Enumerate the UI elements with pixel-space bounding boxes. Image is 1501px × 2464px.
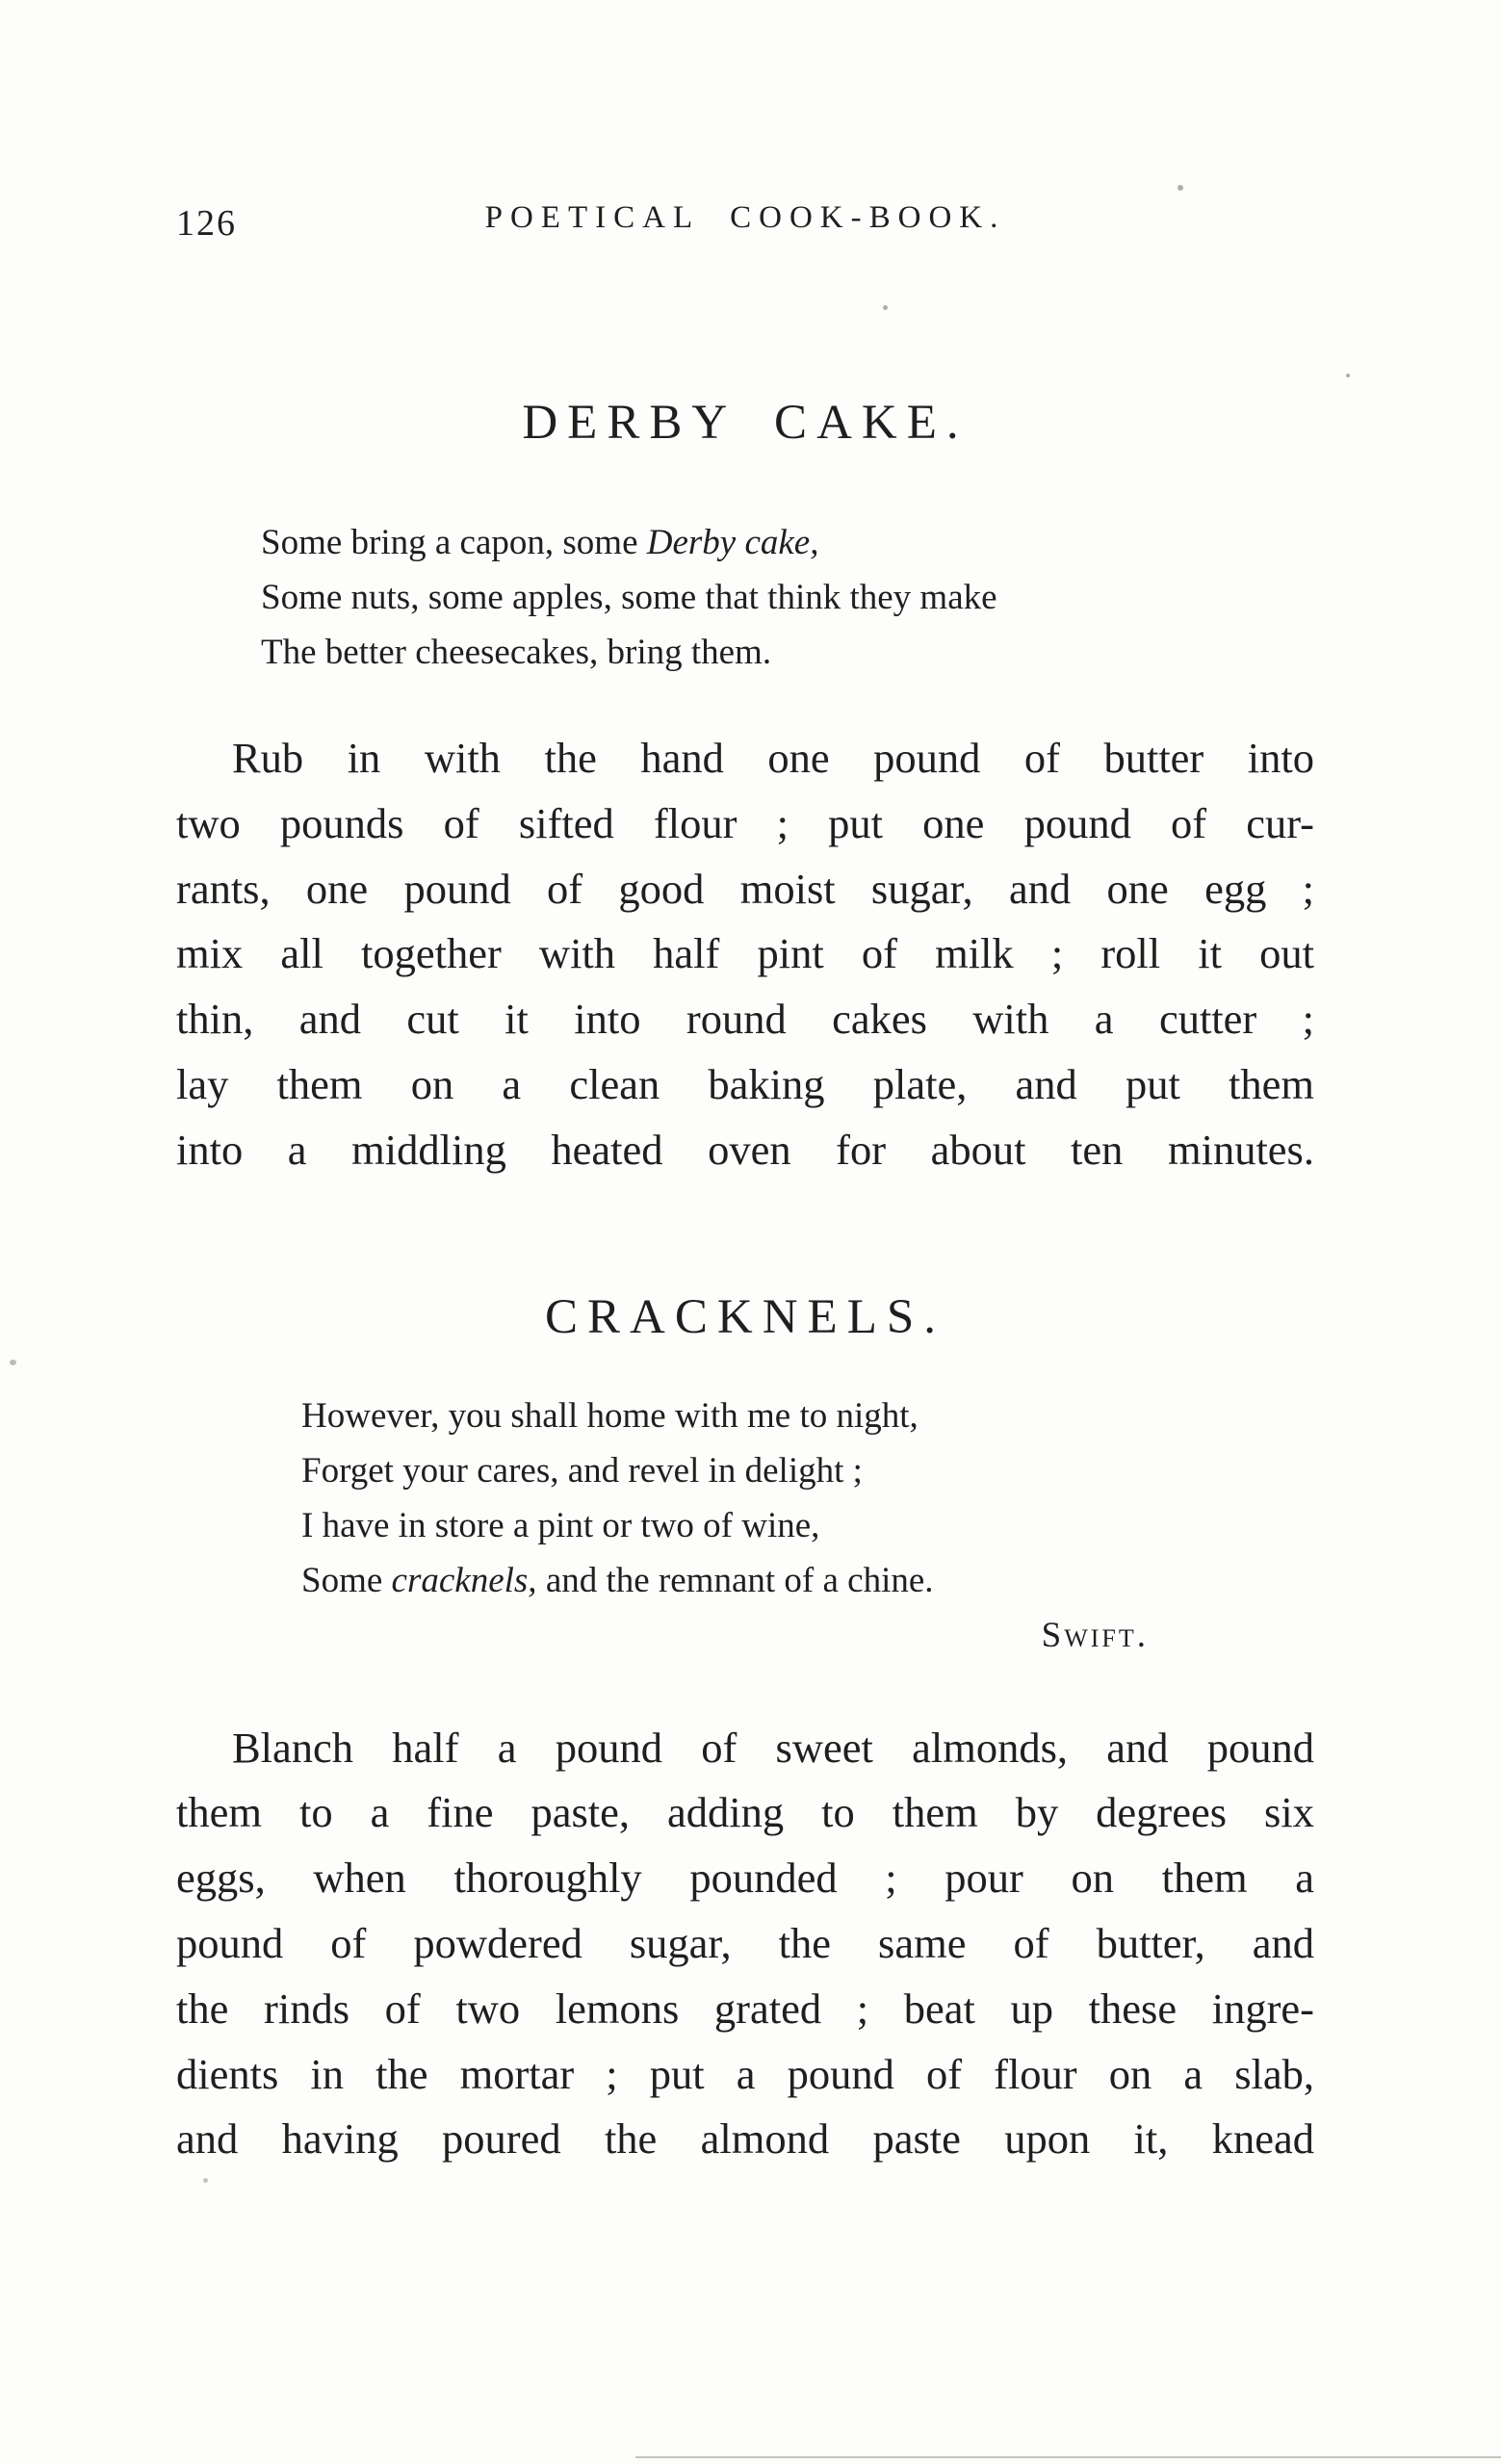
text-line: The better cheesecakes, bring them. xyxy=(261,633,772,672)
running-title: POETICAL COOK-BOOK. xyxy=(484,200,1006,235)
text-line: I have in store a pint or two of wine, xyxy=(301,1505,820,1545)
text-line: into a middling heated oven for about ten minutes. xyxy=(176,1125,1314,1174)
text-line: Some cracknels, and the remnant of a chine. xyxy=(301,1560,934,1600)
text-line: the rinds of two lemons grated ; beat up these ingre- xyxy=(176,1984,1314,2033)
recipe-section-cracknels xyxy=(176,1289,1314,2173)
recipe-body xyxy=(176,726,1314,1183)
text-line: However, you shall home with me to night, xyxy=(301,1395,919,1436)
text-line: Some nuts, some apples, some that think they make xyxy=(261,578,997,617)
text-line: and having poured the almond paste upon it, knead xyxy=(176,2114,1314,2164)
text-line: dients in the mortar ; put a pound of flour on a slab, xyxy=(176,2049,1314,2098)
text-line: Some bring a capon, some Derby cake, xyxy=(261,523,819,562)
epigraph-attribution: Swift. xyxy=(1041,1615,1149,1655)
epigraph-poem xyxy=(301,1388,1314,1608)
scan-speck xyxy=(1346,374,1350,377)
text-line: rants, one pound of good moist sugar, and one egg ; xyxy=(176,864,1314,913)
text-line: eggs, when thoroughly pounded ; pour on them a xyxy=(176,1854,1314,1903)
recipe-section-derby-cake xyxy=(176,395,1314,1183)
page-number: 126 xyxy=(176,203,237,244)
text-line: thin, and cut it into round cakes with a cutter ; xyxy=(176,995,1314,1044)
scan-speck xyxy=(1178,185,1183,191)
text-line: them to a fine paste, adding to them by degrees six xyxy=(176,1788,1314,1837)
page-scan-edge xyxy=(635,2456,1501,2458)
scan-speck xyxy=(203,2178,208,2183)
text-line: Blanch half a pound of sweet almonds, and pound xyxy=(232,1723,1314,1772)
text-line: mix all together with half pint of milk ; roll it out xyxy=(176,929,1314,978)
text-line: Forget your cares, and revel in delight ; xyxy=(301,1450,863,1491)
text-line: Rub in with the hand one pound of butter into xyxy=(232,734,1314,782)
text-line: lay them on a clean baking plate, and put them xyxy=(176,1059,1314,1108)
scan-speck xyxy=(10,1360,16,1365)
text-line: pound of powdered sugar, the same of butter, and xyxy=(176,1918,1314,1967)
section-title: DERBY CAKE. xyxy=(522,396,969,450)
recipe-body xyxy=(176,1716,1314,2173)
running-head xyxy=(176,200,1314,248)
epigraph-poem xyxy=(261,515,1314,680)
text-line: two pounds of sifted flour ; put one pound of cur- xyxy=(176,798,1314,847)
scan-speck xyxy=(883,305,888,310)
section-title: CRACKNELS. xyxy=(545,1289,945,1344)
